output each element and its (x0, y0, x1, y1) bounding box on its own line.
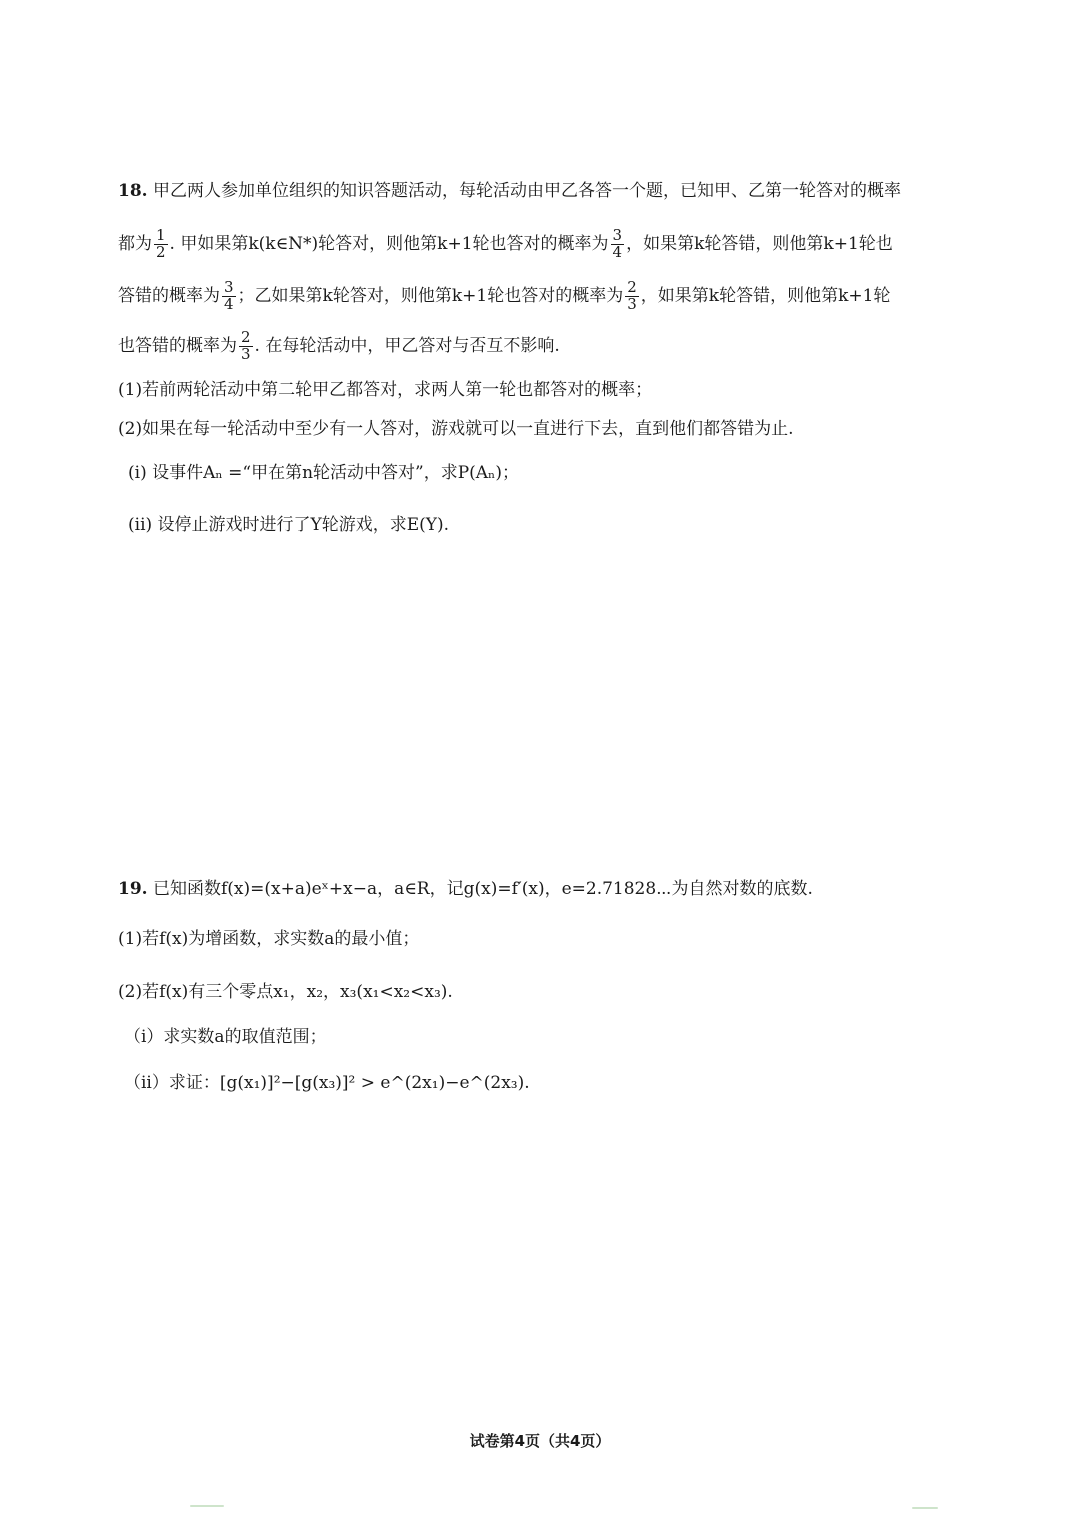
q19-part1: (1)若f(x)为增函数，求实数a的最小值； (118, 929, 420, 949)
q19-part2-ii: （ii）求证：[g(x₁)]²−[g(x₃)]² > e^(2x₁)−e^(2x₃). (124, 1073, 530, 1093)
q18-text-2b: . 甲如果第k(k∈N*)轮答对，则他第k+1轮也答对的概率为 (169, 233, 609, 254)
fraction-two-thirds (625, 280, 639, 313)
q18-part1: (1)若前两轮活动中第二轮甲乙都答对，求两人第一轮也都答对的概率； (118, 380, 653, 400)
q18-part2-i: (i) 设事件Aₙ =“甲在第n轮活动中答对”，求P(Aₙ)； (128, 463, 520, 483)
q18-number: 18. (118, 181, 148, 201)
q18-line2 (118, 228, 893, 261)
fraction-two-thirds (239, 330, 253, 363)
q18-line1 (118, 183, 901, 200)
fraction-denominator: 4 (612, 242, 623, 261)
q18-text-1: 甲乙两人参加单位组织的知识答题活动，每轮活动由甲乙各答一个题，已知甲、乙第一轮答对的概率 (152, 181, 901, 201)
q18-text-3a: 答错的概率为 (118, 285, 220, 306)
fraction-denominator: 3 (627, 294, 637, 313)
q19-part2: (2)若f(x)有三个零点x₁，x₂，x₃(x₁<x₂<x₃). (118, 982, 453, 1002)
fraction-numerator: 3 (612, 226, 623, 244)
fraction-denominator: 3 (241, 344, 251, 363)
q19-line1 (118, 881, 813, 898)
fraction-three-quarters (611, 228, 625, 261)
q18-part2: (2)如果在每一轮活动中至少有一人答对，游戏就可以一直进行下去，直到他们都答错为止. (118, 419, 794, 439)
q18-part2-ii: (ii) 设停止游戏时进行了Y轮游戏，求E(Y). (128, 515, 450, 535)
fraction-one-half (154, 228, 168, 261)
fraction-denominator: 2 (156, 242, 166, 261)
q19-part2-i: （i）求实数a的取值范围； (124, 1027, 327, 1047)
q18-line3 (118, 280, 890, 313)
q18-text-3b: ；乙如果第k轮答对，则他第k+1轮也答对的概率为 (237, 285, 624, 306)
fraction-numerator: 1 (156, 226, 166, 244)
fraction-three-quarters (222, 280, 236, 313)
scan-artifact (912, 1507, 938, 1509)
q19-text-1: 已知函数f(x)=(x+a)eˣ+x−a，a∈R，记g(x)=f′(x)，e=2.71828⋯为自然对数的底数. (152, 879, 813, 899)
q18-text-4b: . 在每轮活动中，甲乙答对与否互不影响. (254, 335, 560, 356)
fraction-numerator: 2 (627, 278, 637, 296)
scan-artifact (190, 1505, 224, 1507)
fraction-denominator: 4 (224, 294, 234, 313)
q18-text-3c: ，如果第k轮答错，则他第k+1轮 (640, 285, 891, 306)
page-footer: 试卷第4页（共4页） (469, 1432, 611, 1450)
q18-text-4a: 也答错的概率为 (118, 335, 237, 356)
fraction-numerator: 3 (224, 278, 234, 296)
q18-line4 (118, 330, 560, 363)
q18-text-2c: ，如果第k轮答错，则他第k+1轮也 (626, 233, 893, 254)
q18-text-2a: 都为 (118, 233, 152, 254)
fraction-numerator: 2 (241, 328, 251, 346)
q19-number: 19. (118, 879, 148, 899)
